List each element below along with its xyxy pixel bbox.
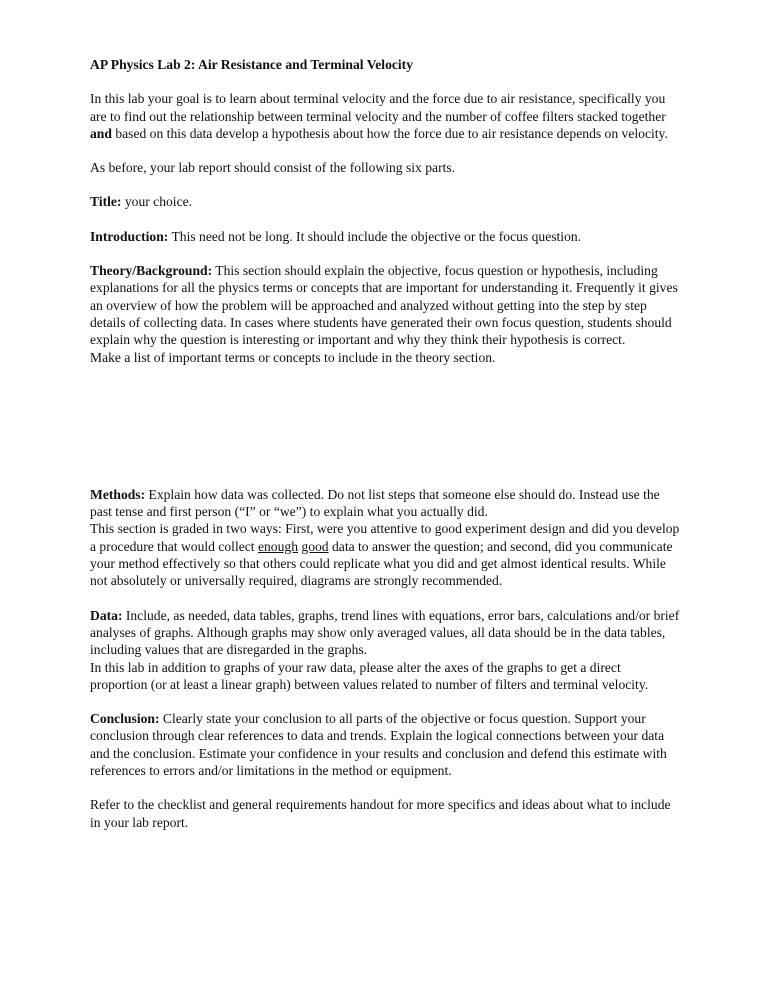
data-text-1: Include, as needed, data tables, graphs, trend lines with equations, error bars, calculations and/or brief analyses of graphs. Although graphs may show only averaged values, all data should be in the data tables, including values that are disregarded in the graphs. — [90, 607, 680, 658]
conclusion-section — [90, 710, 680, 779]
introduction-heading: Introduction: — [90, 228, 169, 244]
methods-underline-enough: enough — [257, 538, 298, 554]
conclusion-text: Clearly state your conclusion to all parts of the objective or focus question. Support your conclusion through clear references to data and trends. Explain the logical connections between your data and the conclusion. Estimate your confidence in your results and conclusion and defend this estimate with references to errors and/or limitations in the method or equipment. — [90, 711, 667, 779]
document-page — [90, 56, 680, 848]
data-text-2: In this lab in addition to graphs of your raw data, please alter the axes of the graphs to get a direct proportion (or at least a linear graph) between values related to number of filters and terminal velocity. — [90, 659, 649, 692]
title-section-text: your choice. — [121, 194, 193, 210]
methods-underline-good: good — [301, 538, 329, 554]
introduction-section — [90, 228, 680, 245]
title-section — [90, 193, 680, 210]
conclusion-heading: Conclusion: — [90, 711, 160, 727]
theory-section — [90, 262, 680, 366]
methods-text-2-end: data to answer the question; and second, did you communicate your method effectively so that others could replicate what you did and get almost identical results. While not absolutely or universally required, diagrams are strongly recommended. — [90, 538, 673, 589]
data-heading: Data: — [90, 607, 123, 623]
methods-heading: Methods: — [90, 486, 146, 502]
intro-text-end: based on this data develop a hypothesis about how the force due to air resistance depends on velocity. — [111, 125, 668, 141]
theory-text: This section should explain the objective, focus question or hypothesis, including explanations for all the physics terms or concepts that are important for understanding it. Frequently it gives an overview of how the problem will be approached and analyzed without getting into the step by step details of collecting data. In cases where students have generated their own focus question, students should explain why the question is interesting or important and why they think their hypothesis is correct. — [90, 263, 678, 348]
methods-text-2-start: This section is graded in two ways: First, were you attentive to good experiment design and did you develop a procedure that would collect — [90, 521, 680, 554]
blank-space — [90, 383, 680, 486]
intro-bold-and: and — [90, 125, 112, 141]
refer-paragraph: Refer to the checklist and general requirements handout for more specifics and ideas about what to include in your lab report. — [90, 797, 671, 830]
title-section-heading: Title: — [90, 194, 122, 210]
methods-text-1: Explain how data was collected. Do not list steps that someone else should do. Instead use the past tense and first person (“I” or “we”) to explain what you actually did. — [90, 486, 660, 520]
introduction-text: This need not be long. It should include the objective or the focus question. — [168, 228, 582, 244]
as-before-paragraph: As before, your lab report should consist of the following six parts. — [90, 160, 456, 176]
theory-heading: Theory/Background: — [90, 263, 213, 279]
methods-section — [90, 486, 680, 590]
methods-text-2 — [90, 520, 680, 589]
intro-text-start: In this lab your goal is to learn about terminal velocity and the force due to air resistance, specifically you are to find out the relationship between terminal velocity and the number of coffee filters stacked together — [90, 91, 666, 124]
theory-list-note: Make a list of important terms or concepts to include in the theory section. — [90, 349, 496, 365]
intro-paragraph — [90, 90, 680, 142]
data-section — [90, 607, 680, 693]
document-title: AP Physics Lab 2: Air Resistance and Terminal Velocity — [90, 57, 414, 72]
